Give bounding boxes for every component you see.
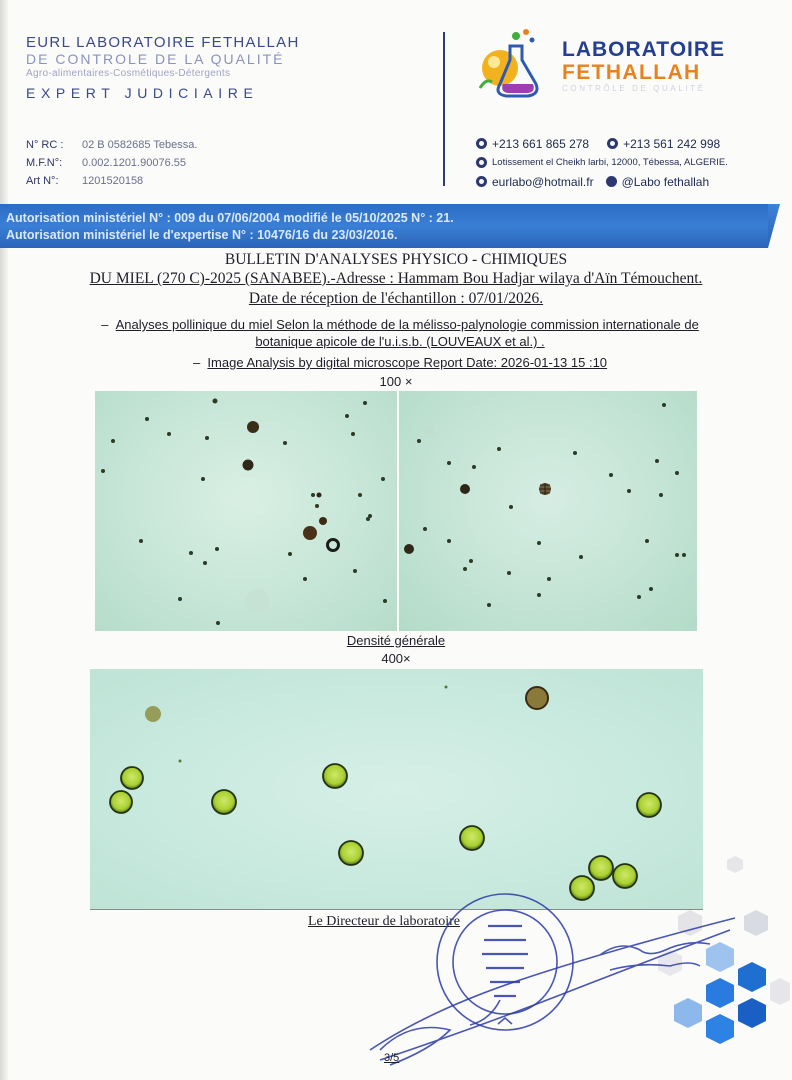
registration-row bbox=[26, 154, 197, 172]
brand-wordmark bbox=[562, 38, 725, 94]
page-edge bbox=[0, 0, 8, 1080]
letterhead-left bbox=[26, 34, 346, 104]
address: Lotissement el Cheikh larbi, 12000, Tébessa, ALGERIE. bbox=[492, 157, 728, 168]
director-signature bbox=[350, 900, 740, 1075]
facebook-handle: @Labo fethallah bbox=[621, 174, 710, 189]
registration-value: 0.002.1201.90076.55 bbox=[82, 157, 186, 169]
brand-line-laboratoire: LABORATOIRE bbox=[562, 38, 726, 61]
brand-line-fethallah: FETHALLAH bbox=[562, 61, 701, 84]
company-name: EURL LABORATOIRE FETHALLAH bbox=[26, 34, 300, 51]
phone-1: +213 661 865 278 bbox=[492, 136, 590, 151]
address-row bbox=[476, 153, 728, 172]
sample-line: DU MIEL (270 C)-2025 (SANABEE).-Adresse : Hammam Bou Hadjar wilaya d'Aïn Témouchent. bbox=[89, 270, 703, 287]
email-icon bbox=[476, 176, 487, 187]
header-divider bbox=[443, 32, 445, 186]
magnification-400: 400× bbox=[381, 651, 411, 666]
contact-block bbox=[476, 134, 728, 191]
band-corner bbox=[768, 204, 780, 248]
registration-value: 02 B 0582685 Tebessa. bbox=[82, 139, 198, 151]
location-icon bbox=[476, 157, 487, 168]
registration-value: 1201520158 bbox=[82, 175, 144, 187]
micrograph-100x-left bbox=[95, 391, 397, 631]
authorization-band bbox=[0, 204, 768, 248]
sectors-line: Agro-alimentaires-Cosmétiques-Détergents bbox=[26, 68, 231, 79]
analysis-method-cont: botanique apicole de l'u.i.s.b. (LOUVEAUX et al.) . bbox=[255, 334, 545, 349]
flask-logo-icon bbox=[470, 26, 554, 106]
director-label: Le Directeur de laboratoire bbox=[308, 914, 460, 929]
analysis-notes bbox=[40, 316, 760, 371]
density-label: Densité générale bbox=[346, 633, 446, 648]
authorization-line-2: Autorisation ministériel le d'expertise N° : 10476/16 du 23/03/2016. bbox=[6, 228, 398, 242]
report-titles bbox=[0, 250, 792, 309]
registration-block bbox=[26, 136, 197, 190]
magnification-100: 100 × bbox=[379, 374, 413, 389]
image-analysis: – Image Analysis by digital microscope Report Date: 2026-01-13 15 :10 bbox=[192, 355, 608, 370]
report-title: BULLETIN D'ANALYSES PHYSICO - CHIMIQUES bbox=[224, 251, 568, 268]
registration-row bbox=[26, 136, 197, 154]
brand-tagline: CONTRÔLE DE QUALITÉ bbox=[562, 84, 706, 93]
phone-icon bbox=[476, 138, 487, 149]
quality-control-line: DE CONTROLE DE LA QUALITÉ bbox=[26, 51, 285, 67]
facebook-icon bbox=[606, 176, 617, 187]
online-row bbox=[476, 172, 728, 191]
registration-label: Art N°: bbox=[26, 175, 59, 187]
email: eurlabo@hotmail.fr bbox=[492, 174, 594, 189]
analysis-method: – Analyses pollinique du miel Selon la méthode de la mélisso-palynologie commission internationale de bbox=[101, 317, 699, 332]
expert-line: EXPERT JUDICIAIRE bbox=[26, 85, 259, 101]
registration-row bbox=[26, 172, 197, 190]
micrograph-400x bbox=[90, 669, 703, 910]
whatsapp-icon bbox=[607, 138, 618, 149]
authorization-line-1: Autorisation ministériel N° : 009 du 07/06/2004 modifié le 05/10/2025 N° : 21. bbox=[6, 211, 454, 225]
phone-2: +213 561 242 998 bbox=[623, 136, 721, 151]
micrograph-100x-right bbox=[399, 391, 697, 631]
registration-label: M.F.N°: bbox=[26, 157, 63, 169]
registration-label: N° RC : bbox=[26, 139, 64, 151]
reception-date: Date de réception de l'échantillon : 07/01/2026. bbox=[248, 290, 544, 307]
phone-row bbox=[476, 134, 728, 153]
page-number: 3/5 bbox=[384, 1052, 400, 1064]
